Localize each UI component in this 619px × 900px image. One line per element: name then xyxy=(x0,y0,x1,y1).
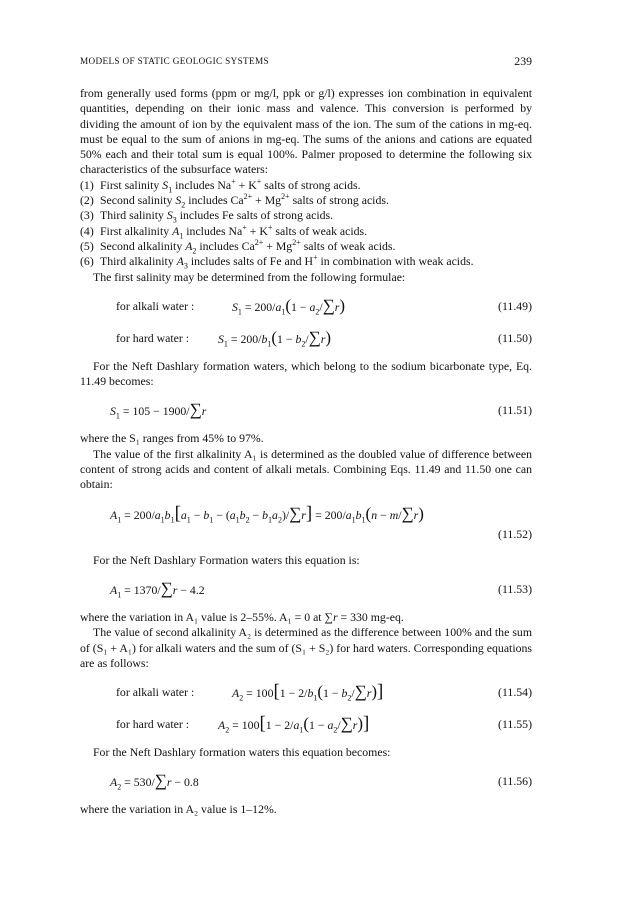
list-number: (5) xyxy=(80,238,94,253)
equation-formula: $S_1 = 200/a_1(1 - a_2/\sum r)$ xyxy=(232,295,346,317)
page-number: 239 xyxy=(514,54,532,68)
list-number: (6) xyxy=(80,254,94,269)
equation-11-54 xyxy=(80,681,532,703)
equation-number: (11.54) xyxy=(498,685,532,700)
equation-formula: $S_1 = 105 - 1900/\sum r$ xyxy=(110,400,207,421)
list-item: (6) Third alkalinity $A_3$ includes salts of Fe and H+ in combination with weak acids. xyxy=(80,253,474,271)
list-number: (1) xyxy=(80,177,94,192)
equation-number: (11.52) xyxy=(498,526,532,541)
page-body xyxy=(80,86,532,818)
list-number: (2) xyxy=(80,193,94,208)
equation-number: (11.49) xyxy=(498,298,532,313)
equation-formula: $A_2 = 100[1 - 2/a_1(1 - a_2/\sum r)]$ xyxy=(218,713,370,735)
paragraph-neft-equation: For the Neft Dashlary Formation waters this equation is: xyxy=(93,552,360,567)
equation-11-50 xyxy=(80,327,532,349)
paragraph-first-alkalinity: The value of the first alkalinity A₁ is determined as the doubled value of difference between content of strong acids and content of alkali metals. Combining Eqs. 11.49 and 11.50 one can obtain: xyxy=(80,446,532,492)
characteristics-list xyxy=(80,178,532,270)
list-item: (3) Third salinity $S_3$ includes Fe salts of strong acids. xyxy=(80,208,334,225)
paragraph-second-alkalinity: The value of second alkalinity A₂ is determined as the difference between 100% and the sum of (S₁ + A₁) for alkali waters and the sum of (S₁ + S₂) for hard waters. Corresponding equations are as follows: xyxy=(80,625,532,670)
paragraph-neft-bicarbonate: For the Neft Dashlary formation waters, which belong to the sodium bicarbonate type, Eq. 11.49 becomes: xyxy=(80,358,532,389)
equation-formula: $A_1 = 200/a_1b_1[a_1 - b_1 - (a_1b_2 - b_1a_2)/\sum r] = 200/a_1b_1(n - m/\sum r)$ xyxy=(110,502,424,524)
paragraph-variation-a1: where the variation in A₁ value is 2–55%. A₁ = 0 at ∑r = 330 mg-eq. xyxy=(80,609,404,624)
running-head: MODELS OF STATIC GEOLOGIC SYSTEMS xyxy=(80,56,269,66)
equation-number: (11.51) xyxy=(498,403,532,418)
page-header xyxy=(80,56,532,70)
equation-11-51 xyxy=(80,399,532,421)
list-number: (3) xyxy=(80,208,94,223)
list-number: (4) xyxy=(80,223,94,238)
paragraph-range-s1: where the S₁ ranges from 45% to 97%. xyxy=(80,431,264,446)
list-item: (4) First alkalinity $A_1$ includes Na+ + K+ salts of weak acids. xyxy=(80,222,368,241)
equation-number: (11.50) xyxy=(498,330,532,345)
equation-condition: for hard water : xyxy=(116,330,190,345)
paragraph-intro: from generally used forms (ppm or mg/l, ppk or g/l) expresses ion combination in equivalent quantities, depending on their ionic mass and valence. This conversion is performed by dividing the amount of ion by the equivalent mass of the ion. The sum of the cations in mg-eq. must be equal to the sum of anions in mg-eq. The sums of the anions and cations are equated 50% each and their total sum is equal 100%. Palmer proposed to determine the following six characteristics of the subsurface waters: xyxy=(80,86,532,177)
equation-11-49 xyxy=(80,295,532,317)
paragraph-neft-equation-becomes: For the Neft Dashlary formation waters this equation becomes: xyxy=(93,745,391,760)
equation-condition: for alkali water : xyxy=(116,685,195,700)
paragraph-formulae-intro: The first salinity may be determined from the following formulae: xyxy=(93,269,406,284)
equation-11-55 xyxy=(80,713,532,735)
equation-number: (11.53) xyxy=(498,581,532,596)
equation-formula: $A_1 = 1370/\sum r - 4.2$ xyxy=(110,578,205,600)
list-item: (2) Second salinity $S_2$ includes $Ca^{2+} + Mg^{2+}$ salts of strong acids. xyxy=(80,192,389,210)
list-item: (1) First salinity $S_1$ includes Na+ + K+ salts of strong acids. xyxy=(80,176,361,195)
equation-condition: for hard water : xyxy=(116,717,190,732)
equation-11-56 xyxy=(80,770,532,792)
equation-formula: $A_2 = 530/\sum r - 0.8$ xyxy=(110,771,199,792)
equation-11-52 xyxy=(80,503,532,543)
list-item: (5) Second alkalinity $A_2$ includes $Ca^{2+} + Mg^{2+}$ salts of weak acids. xyxy=(80,238,396,256)
equation-11-53 xyxy=(80,578,532,600)
paragraph-variation-a2: where the variation in A₂ value is 1–12%. xyxy=(80,802,277,817)
equation-formula: $A_2 = 100[1 - 2/b_1(1 - b_2/\sum r)]$ xyxy=(232,681,384,703)
equation-number: (11.55) xyxy=(498,717,532,732)
equation-formula: $S_1 = 200/b_1(1 - b_2/\sum r)$ xyxy=(218,327,332,349)
equation-condition: for alkali water : xyxy=(116,298,195,313)
equation-number: (11.56) xyxy=(498,774,532,789)
